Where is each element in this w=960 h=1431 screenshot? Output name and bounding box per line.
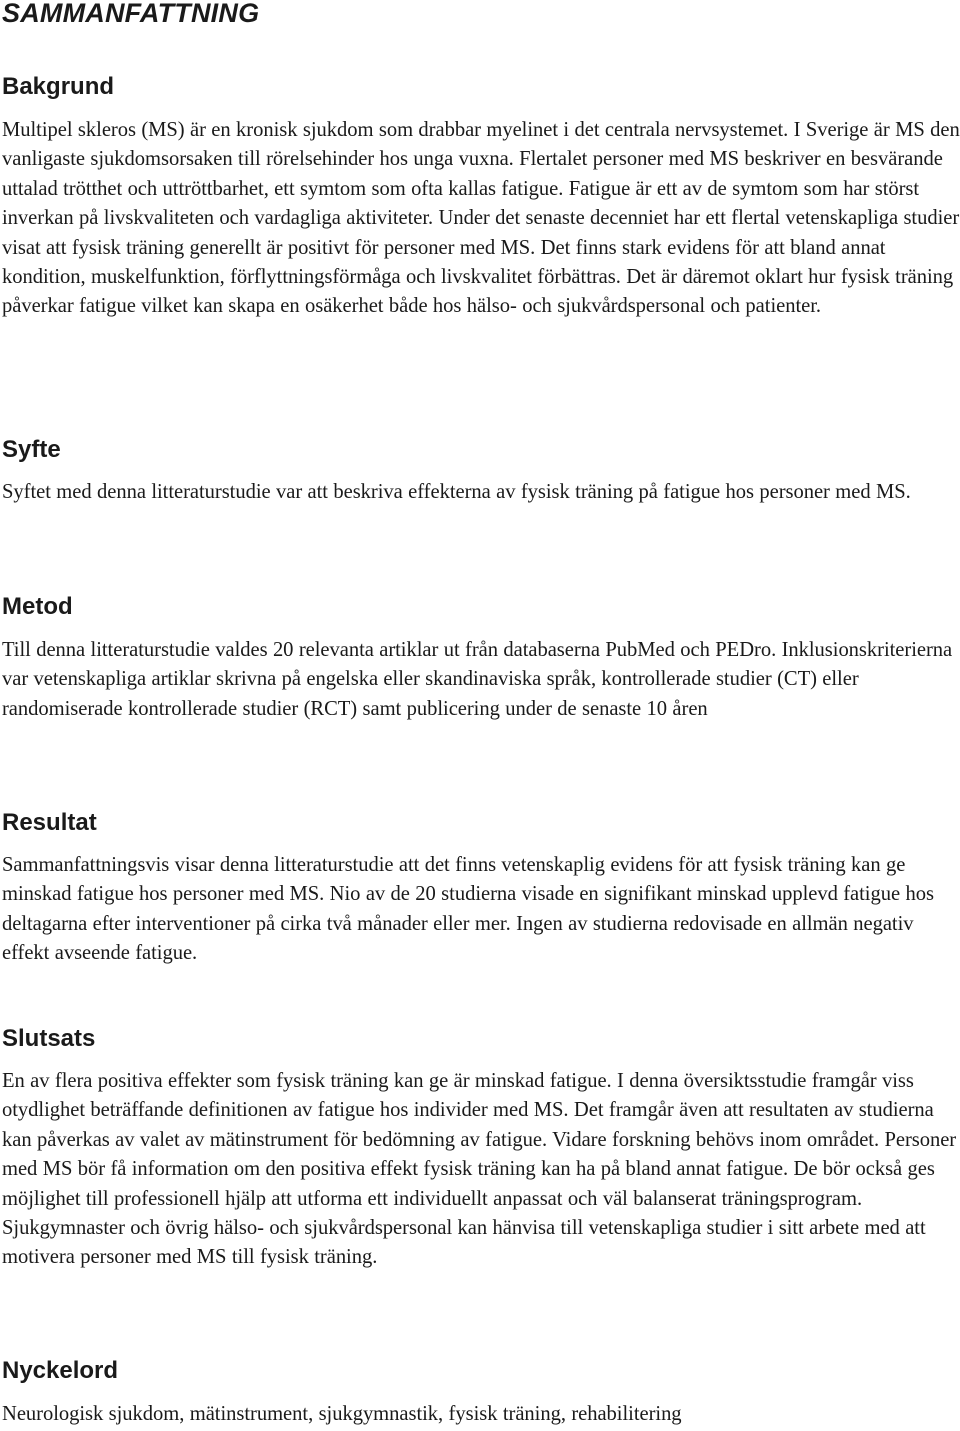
document-page [2, 0, 960, 1425]
section-body-syfte: Syftet med denna litteraturstudie var att beskriva effekterna av fysisk träning på fatigue hos personer med MS. [2, 481, 911, 503]
section-body-resultat: Sammanfattningsvis visar denna litteraturstudie att det finns vetenskaplig evidens för att fysisk träning kan ge minskad fatigue hos personer med MS. Nio av de 20 studierna visade en signifikant minskad upplevd fatigue hos deltagarna efter interventioner på cirka två månader eller mer. Ingen av studierna redovisade en allmän negativ effekt avseende fatigue. [2, 854, 934, 965]
section-heading-resultat: Resultat [2, 809, 97, 836]
section-body-metod: Till denna litteraturstudie valdes 20 relevanta artiklar ut från databaserna PubMed och PEDro. Inklusionskriterierna var vetenskapliga artiklar skrivna på engelska eller skandinaviska språk, kontrollerade studier (CT) eller randomiserade kontrollerade studier (RCT) samt publicering under de senaste 10 åren [2, 639, 953, 720]
section-heading-slutsats: Slutsats [2, 1025, 96, 1052]
section-heading-nyckelord: Nyckelord [2, 1357, 119, 1384]
section-heading-bakgrund: Bakgrund [2, 73, 115, 100]
section-body-bakgrund: Multipel skleros (MS) är en kronisk sjukdom som drabbar myelinet i det centrala nervsystemet. I Sverige är MS den vanligaste sjukdomsorsaken till rörelsehinder hos unga vuxna. Flertalet personer med MS beskriver en besvärande uttalad trötthet och uttröttbarhet, ett symtom som ofta kallas fatigue. Fatigue är ett av de symtom som har störst inverkan på livskvaliteten och vardagliga aktiviteter. Under det senaste decenniet har ett flertal vetenskapliga studier visat att fysisk träning generellt är positivt för personer med MS. Det finns stark evidens för att bland annat kondition, muskelfunktion, förflyttningsförmåga och livskvalitet förbättras. Det är däremot oklart hur fysisk träning påverkar fatigue vilket kan skapa en osäkerhet både hos hälso- och sjukvårdspersonal och patienter. [2, 119, 960, 318]
section-body-nyckelord: Neurologisk sjukdom, mätinstrument, sjukgymnastik, fysisk träning, rehabilitering [2, 1403, 682, 1425]
document-title: SAMMANFATTNING [2, 0, 260, 28]
section-heading-metod: Metod [2, 593, 73, 620]
section-body-slutsats: En av flera positiva effekter som fysisk träning kan ge är minskad fatigue. I denna översiktsstudie framgår viss otydlighet beträffande definitionen av fatigue hos individer med MS. Det framgår även att resultaten av studierna kan påverkas av valet av mätinstrument för bedömning av fatigue. Vidare forskning behövs inom området. Personer med MS bör få information om den positiva effekt fysisk träning kan ha på bland annat fatigue. De bör också ges möjlighet till professionell hjälp att utforma ett individuellt anpassat och väl balanserat träningsprogram. Sjukgymnaster och övrig hälso- och sjukvårdspersonal kan hänvisa till vetenskapliga studier i sitt arbete med att motivera personer med MS till fysisk träning. [2, 1070, 957, 1269]
section-heading-syfte: Syfte [2, 436, 61, 463]
